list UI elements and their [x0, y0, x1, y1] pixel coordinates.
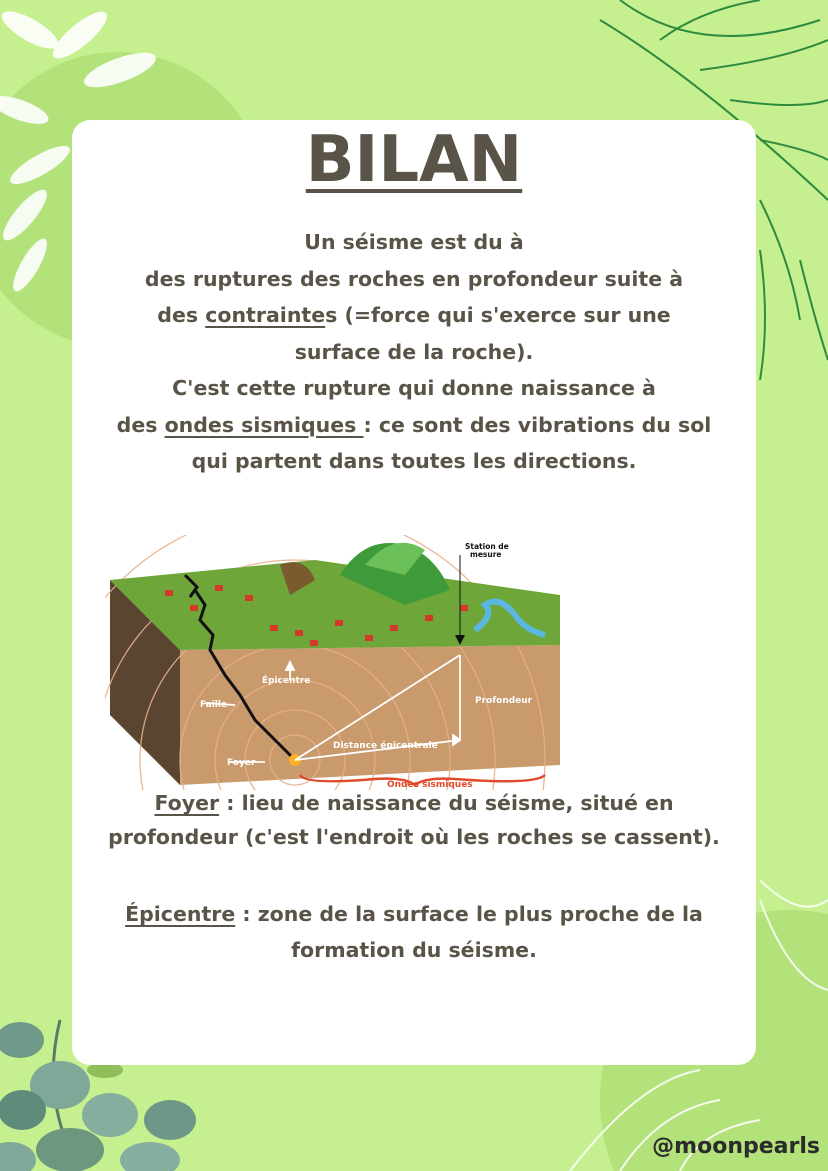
epicentre-label: Épicentre	[262, 676, 311, 686]
station-label: Station de	[465, 542, 509, 551]
author-handle: @moonpearls	[652, 1134, 820, 1159]
foyer-definition: Foyer : lieu de naissance du séisme, situé en profondeur (c'est l'endroit où les roches se cassent).	[108, 791, 720, 849]
earthquake-diagram	[105, 535, 565, 790]
profondeur-label: Profondeur	[475, 696, 533, 706]
distance-label: Distance épicentrale	[333, 741, 438, 751]
foyer-label: Foyer	[227, 758, 256, 768]
faille-label: Faille	[200, 700, 228, 710]
epicentre-term: Épicentre	[125, 902, 236, 926]
ondes-label: Ondes sismiques	[387, 780, 473, 790]
epicentre-definition: Épicentre : zone de la surface le plus proche de la formation du séisme.	[125, 902, 703, 962]
station-label-2: mesure	[470, 550, 502, 559]
ondes-sismiques-term: ondes sismiques	[164, 412, 364, 437]
foyer-term: Foyer	[154, 791, 220, 815]
page-title: BILAN	[305, 123, 523, 197]
intro-paragraph: Un séisme est du à des ruptures des roches en profondeur suite à des contraintes (=force qui s'exerce sur une surface de la roche). C'est cette rupture qui donne naissance à des ondes sismiques : ce sont des vibrations du sol qui partent dans toutes les directions.	[116, 230, 712, 473]
contraintes-term: contrainte	[205, 303, 326, 327]
